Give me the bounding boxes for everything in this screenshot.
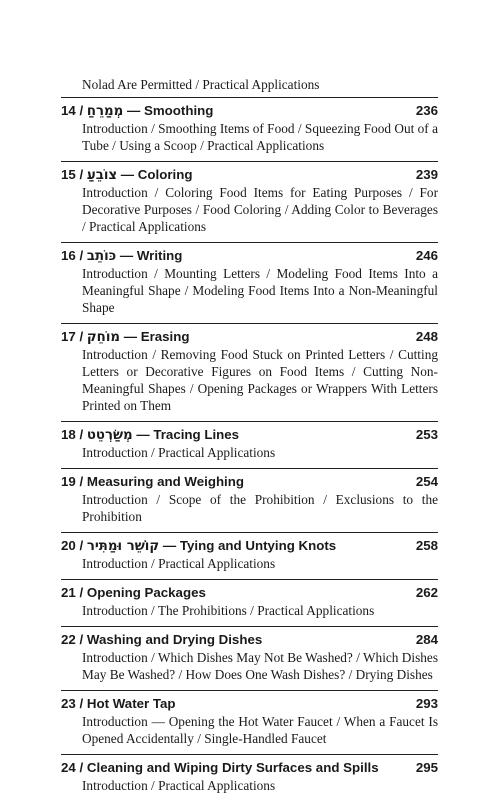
chapter-title: Tracing Lines: [153, 427, 240, 442]
page-number: 239: [415, 167, 438, 182]
toc-entry: [61, 468, 438, 532]
chapter-heading[interactable]: [61, 324, 438, 346]
chapter-heading[interactable]: [61, 422, 438, 444]
page-number: 246: [415, 248, 438, 263]
chapter-title-line: 14 / מְמַרֵחַ — Smoothing: [61, 103, 214, 119]
hebrew-term: מוֹחֵק: [86, 330, 121, 345]
chapter-number: 14: [61, 103, 76, 118]
chapter-heading[interactable]: [61, 627, 438, 649]
page-number: 236: [415, 103, 438, 118]
chapter-number: 16: [61, 248, 76, 263]
chapter-number: 22: [61, 632, 76, 647]
chapter-contents: Introduction / Smoothing Items of Food / Squeezing Food Out of a Tube / Using a Scoop / Practical Applications: [82, 121, 438, 153]
page-number: 293: [415, 696, 438, 711]
chapter-number: 21: [61, 585, 76, 600]
chapter-contents: Introduction / Coloring Food Items for Eating Purposes / For Decorative Purposes / Food Coloring / Adding Color to Beverages / Practical Applications: [82, 185, 438, 234]
chapter-title: Opening Packages: [86, 585, 206, 600]
chapter-contents: Introduction — Opening the Hot Water Faucet / When a Faucet Is Opened Accidentally / Single-Handled Faucet: [82, 714, 438, 746]
toc-entry: [61, 579, 438, 626]
chapter-title-line: 22 / Washing and Drying Dishes: [61, 632, 263, 647]
chapter-title-line: 15 / צוֹבֵעַ — Coloring: [61, 167, 193, 183]
chapter-number: 18: [61, 427, 76, 442]
chapter-contents: Introduction / Scope of the Prohibition / Exclusions to the Prohibition: [82, 492, 438, 524]
page-number: 295: [415, 760, 438, 775]
toc-entries: [61, 97, 438, 801]
chapter-heading[interactable]: [61, 580, 438, 602]
chapter-contents: Introduction / Practical Applications: [82, 778, 276, 793]
chapter-contents: Introduction / Removing Food Stuck on Printed Letters / Cutting Letters or Decorative Figures on Food Items / Cutting Non-Meaningful Shapes / Opening Packages or Wrappers With Letters Printed on Them: [82, 347, 438, 413]
chapter-title: Smoothing: [143, 103, 214, 118]
chapter-contents: Introduction / The Prohibitions / Practical Applications: [82, 603, 375, 618]
chapter-title-line: 24 / Cleaning and Wiping Dirty Surfaces and Spills: [61, 760, 379, 775]
chapter-title: Coloring: [137, 167, 193, 182]
page-number: 262: [415, 585, 438, 600]
chapter-title-line: 20 / קוֹשֵׁר וּמַתִּיר — Tying and Untying Knots: [61, 538, 337, 554]
chapter-heading[interactable]: [61, 98, 438, 120]
hebrew-term: מְשַׂרְטֵט: [86, 428, 133, 443]
chapter-title-line: 21 / Opening Packages: [61, 585, 206, 600]
toc-entry: [61, 97, 438, 161]
toc-entry: [61, 421, 438, 468]
page-number: 254: [415, 474, 438, 489]
toc-entry: [61, 754, 438, 801]
chapter-contents: Introduction / Practical Applications: [82, 556, 276, 571]
chapter-heading[interactable]: [61, 533, 438, 555]
chapter-title: Measuring and Weighing: [86, 474, 244, 489]
hebrew-term: כּוֹתֵב: [86, 249, 117, 264]
toc-entry: [61, 690, 438, 754]
chapter-title: Writing: [136, 248, 183, 263]
chapter-heading[interactable]: [61, 243, 438, 265]
hebrew-term: מְמַרֵחַ: [86, 104, 124, 119]
chapter-number: 19: [61, 474, 76, 489]
chapter-heading[interactable]: [61, 691, 438, 713]
chapter-contents: Introduction / Which Dishes May Not Be Washed? / Which Dishes May Be Washed? / How Does One Wash Dishes? / Drying Dishes: [82, 650, 438, 682]
chapter-number: 23: [61, 696, 76, 711]
chapter-number: 20: [61, 538, 76, 553]
chapter-title: Erasing: [140, 329, 190, 344]
chapter-heading[interactable]: [61, 469, 438, 491]
chapter-number: 17: [61, 329, 76, 344]
chapter-title-line: 16 / כּוֹתֵב — Writing: [61, 248, 183, 264]
toc-entry: [61, 323, 438, 421]
chapter-number: 15: [61, 167, 76, 182]
page-number: 248: [415, 329, 438, 344]
chapter-title-line: 19 / Measuring and Weighing: [61, 474, 244, 489]
chapter-contents: Introduction / Mounting Letters / Modeling Food Items Into a Meaningful Shape / Modeling Food Items Into a Non-Meaningful Shape: [82, 266, 438, 315]
continued-description: Nolad Are Permitted / Practical Applications: [82, 77, 320, 92]
chapter-title-line: 18 / מְשַׂרְטֵט — Tracing Lines: [61, 427, 240, 443]
hebrew-term: צוֹבֵעַ: [86, 168, 118, 183]
toc-entry: [61, 532, 438, 579]
toc-entry: [61, 161, 438, 242]
chapter-title: Tying and Untying Knots: [179, 538, 337, 553]
page-number: 258: [415, 538, 438, 553]
page-number: 253: [415, 427, 438, 442]
toc-entry: [61, 242, 438, 323]
chapter-title-line: 17 / מוֹחֵק — Erasing: [61, 329, 190, 345]
hebrew-term: קוֹשֵׁר וּמַתִּיר: [86, 539, 160, 554]
chapter-heading[interactable]: [61, 162, 438, 184]
page-number: 284: [415, 632, 438, 647]
toc-entry: [61, 626, 438, 690]
chapter-title: Hot Water Tap: [86, 696, 176, 711]
chapter-title-line: 23 / Hot Water Tap: [61, 696, 176, 711]
chapter-number: 24: [61, 760, 76, 775]
chapter-title: Cleaning and Wiping Dirty Surfaces and Spills: [86, 760, 379, 775]
chapter-contents: Introduction / Practical Applications: [82, 445, 276, 460]
chapter-heading[interactable]: [61, 755, 438, 777]
chapter-title: Washing and Drying Dishes: [86, 632, 263, 647]
